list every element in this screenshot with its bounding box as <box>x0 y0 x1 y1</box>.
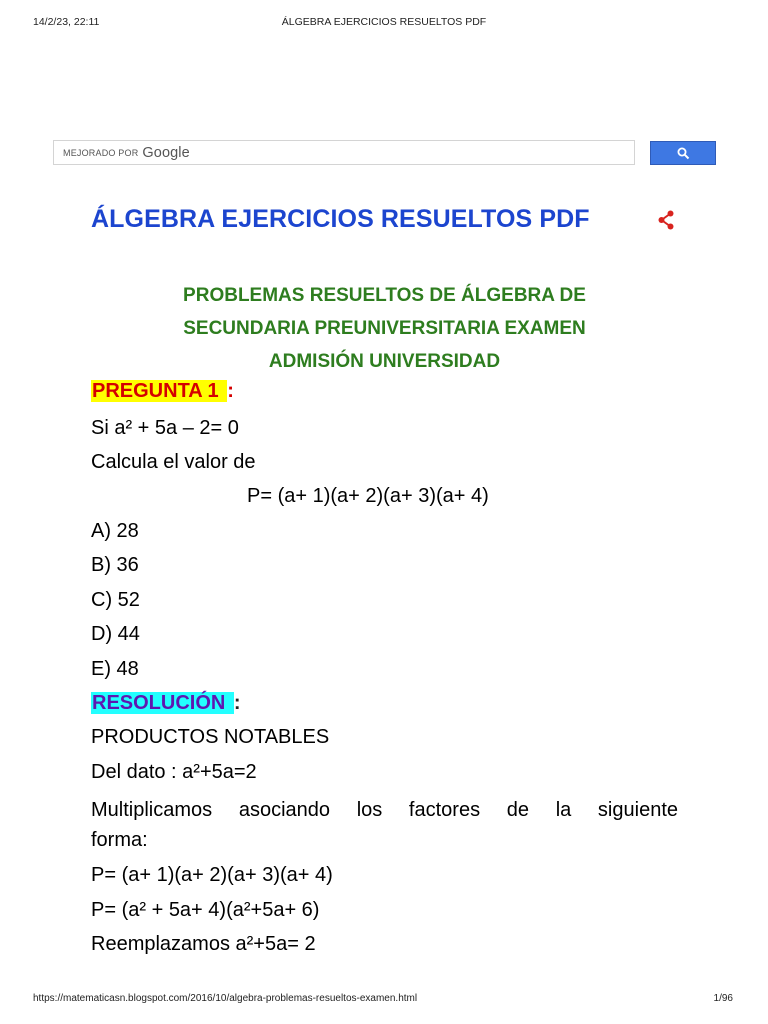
resolution-label: RESOLUCIÓN <box>91 692 234 714</box>
question-expression: P= (a+ 1)(a+ 2)(a+ 3)(a+ 4) <box>247 485 489 507</box>
question-given: Si a² + 5a – 2= 0 <box>91 417 239 439</box>
resolution-heading <box>91 691 241 715</box>
answer-option: E) 48 <box>91 658 139 680</box>
print-page-title: ÁLGEBRA EJERCICIOS RESUELTOS PDF <box>281 16 487 28</box>
question-colon: : <box>227 380 234 402</box>
question-prompt: Calcula el valor de <box>91 451 256 473</box>
resolution-topic: PRODUCTOS NOTABLES <box>91 726 330 748</box>
powered-by-label: MEJORADO POR <box>63 147 139 158</box>
print-url: https://matematicasn.blogspot.com/2016/10/algebra-problemas-resueltos-examen.html <box>33 993 418 1004</box>
answer-option: B) 36 <box>91 554 139 576</box>
subtitle-line: SECUNDARIA PREUNIVERSITARIA EXAMEN <box>183 318 586 339</box>
resolution-colon: : <box>233 692 241 714</box>
resolution-step: P= (a² + 5a+ 4)(a²+5a+ 6) <box>91 899 320 921</box>
answer-option: A) 28 <box>91 520 139 542</box>
resolution-explanation <box>91 793 678 827</box>
answer-option: D) 44 <box>91 623 140 645</box>
share-icon[interactable] <box>656 209 676 231</box>
google-logo: Google <box>142 144 190 161</box>
question-label: PREGUNTA 1 <box>91 380 227 402</box>
subtitle-line: ADMISIÓN UNIVERSIDAD <box>268 351 501 372</box>
search-button[interactable] <box>650 141 716 165</box>
print-datetime: 14/2/23, 22:11 <box>33 16 100 28</box>
explanation-line-2: forma: <box>91 829 148 851</box>
print-page-number: 1/96 <box>713 993 733 1004</box>
post-subtitle <box>91 279 678 378</box>
search-icon <box>677 147 690 160</box>
resolution-data: Del dato : a²+5a=2 <box>91 761 257 783</box>
search-input[interactable] <box>53 140 635 165</box>
subtitle-line: PROBLEMAS RESUELTOS DE ÁLGEBRA DE <box>183 285 586 306</box>
resolution-step: Reemplazamos a²+5a= 2 <box>91 933 316 955</box>
answer-option: C) 52 <box>91 589 140 611</box>
explanation-line: Multiplicamos asociando los factores de la siguiente <box>91 799 678 821</box>
question-heading <box>91 379 234 403</box>
resolution-step: P= (a+ 1)(a+ 2)(a+ 3)(a+ 4) <box>91 864 333 886</box>
post-title: ÁLGEBRA EJERCICIOS RESUELTOS PDF <box>91 205 590 233</box>
